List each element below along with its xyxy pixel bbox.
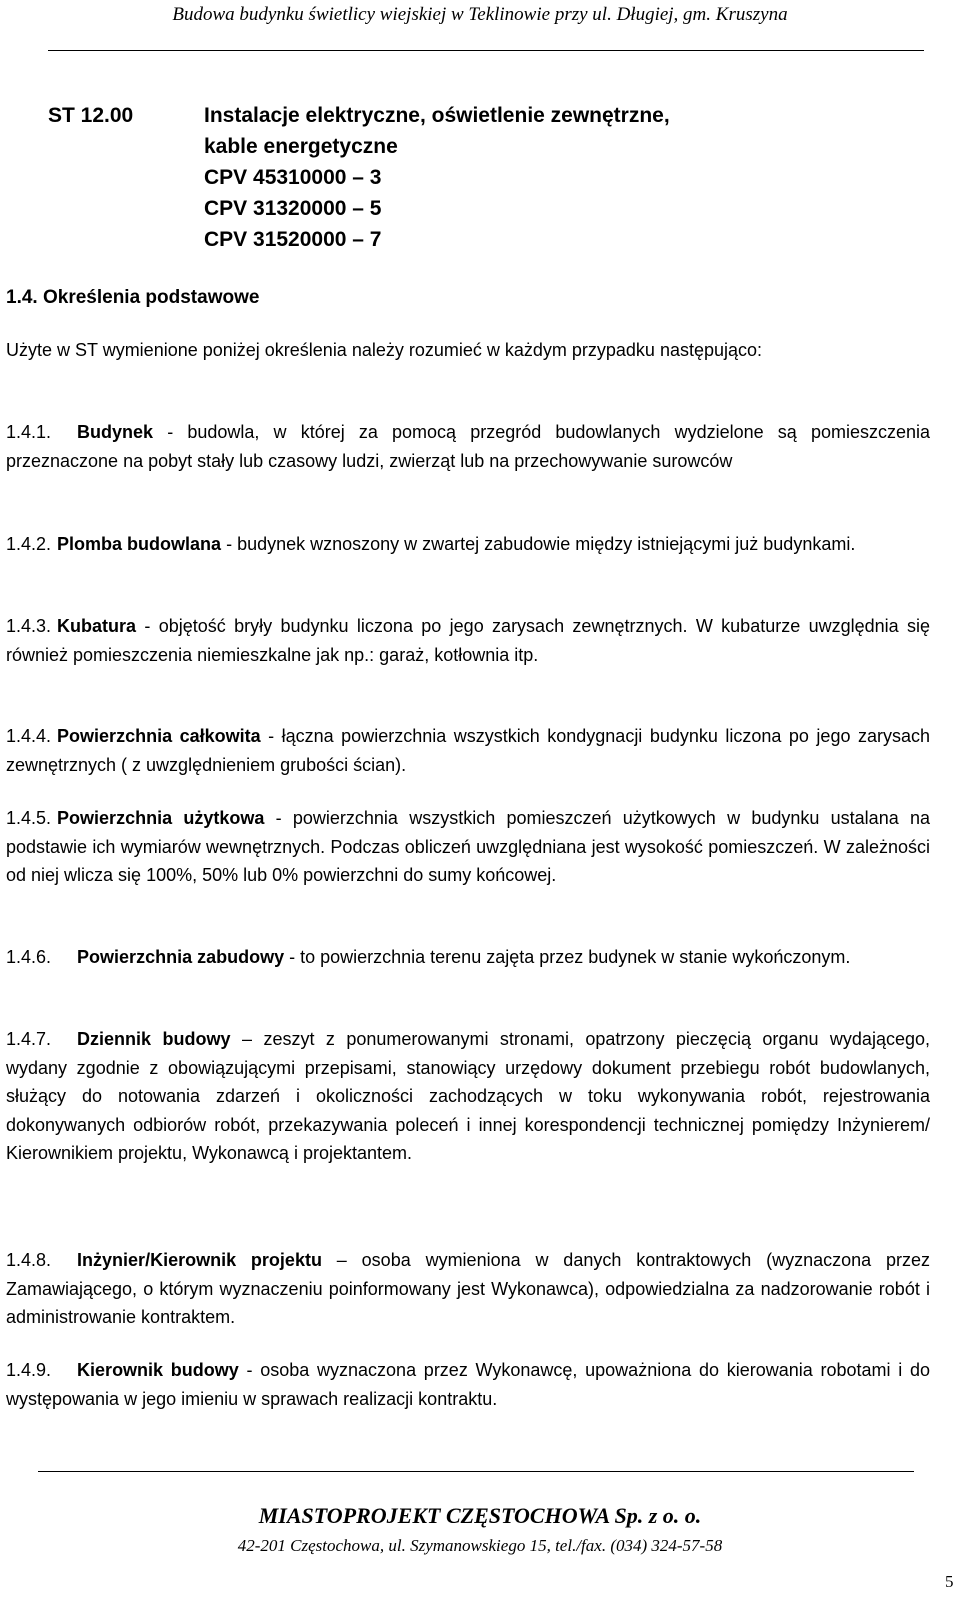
definition-term: Powierzchnia całkowita [57,726,261,746]
definition-item [6,530,930,559]
definition-separator: - [284,947,301,967]
definition-number: 1.4.5. [6,808,52,828]
definition-item [6,1246,930,1332]
spec-cpv-code: CPV 31520000 – 7 [204,228,382,251]
definition-text: powierzchnia wszystkich pomieszczeń użytkowych w budynku ustalana na podstawie ich wymiarów wewnętrznych. Podczas obliczeń uwzględniana jest wysokość pomieszczeń. W zależności od niej wlicza się 100%, 50% lub 0% powierzchni do sumy końcowej. [6,808,930,885]
definition-text: to powierzchnia terenu zajęta przez budynek w stanie wykończonym. [300,947,851,967]
definition-text: zeszyt z ponumerowanymi stronami, opatrzony pieczęcią organu wydającego, wydany zgodnie z obowiązującymi przepisami, stanowiący urzędowy dokument przebiegu robót budowlanych, służący do notowania zdarzeń i okoliczności zachodzących w toku wykonywania robót, rejestrowania dokonywanych odbiorów robót, przekazywania poleceń i innej korespondencji technicznej pomiędzy Inżynierem/ Kierownikiem projektu, Wykonawcą i projektantem. [6,1029,930,1163]
definition-term: Powierzchnia użytkowa [57,808,265,828]
definition-text: łączna powierzchnia wszystkich kondygnacji budynku liczona po jego zarysach zewnętrznych ( z uwzględnieniem grubości ścian). [6,726,930,775]
definition-term: Dziennik budowy [77,1029,231,1049]
definition-text: objętość bryły budynku liczona po jego zarysach zewnętrznych. W kubaturze uwzględnia się również pomieszczenia niemieszkalne jak np.: garaż, kotłownia itp. [6,616,930,665]
definition-term: Kubatura [57,616,137,636]
definition-separator: - [264,808,293,828]
definition-separator: - [153,422,188,442]
definition-number: 1.4.7. [6,1029,52,1049]
definition-number: 1.4.4. [6,726,52,746]
definition-number: 1.4.3. [6,616,52,636]
spec-title-lines [204,100,670,255]
footer-divider [38,1471,914,1472]
definition-number: 1.4.2. [6,534,52,554]
definition-number: 1.4.8. [6,1250,52,1270]
definition-item [6,722,930,779]
definition-number: 1.4.9. [6,1360,52,1380]
definition-term: Powierzchnia zabudowy [77,947,285,967]
spec-title-line: kable energetyczne [204,135,398,158]
footer-address: 42-201 Częstochowa, ul. Szymanowskiego 15, tel./fax. (034) 324-57-58 [237,1536,723,1555]
definition-item [6,804,930,890]
definition-text: budowla, w której za pomocą przegród budowlanych wydzielone są pomieszczenia przeznaczone na pobyt stały lub czasowy ludzi, zwierząt lub na przechowywanie surowców [6,422,930,471]
definition-text: budynek wznoszony w zwartej zabudowie między istniejącymi już budynkami. [237,534,856,554]
definition-separator: - [136,616,159,636]
spec-title-line: Instalacje elektryczne, oświetlenie zewnętrzne, [204,104,670,127]
definition-item [6,1025,930,1168]
section-heading: 1.4. Określenia podstawowe [6,287,260,308]
definition-item [6,1356,930,1413]
definition-separator: - [221,534,238,554]
section-intro: Użyte w ST wymienione poniżej określenia należy rozumieć w każdym przypadku następująco: [6,340,763,360]
spec-code: ST 12.00 [48,104,134,127]
footer-company-name: MIASTOPROJEKT CZĘSTOCHOWA Sp. z o. o. [258,1503,702,1528]
definition-separator: – [321,1250,362,1270]
definition-separator: – [230,1029,264,1049]
definition-separator: - [238,1360,261,1380]
definition-term: Inżynier/Kierownik projektu [77,1250,322,1270]
header-divider [48,50,924,51]
spec-cpv-code: CPV 31320000 – 5 [204,197,382,220]
spec-cpv-code: CPV 45310000 – 3 [204,166,382,189]
definition-number: 1.4.1. [6,422,52,442]
page-header-title: Budowa budynku świetlicy wiejskiej w Teklinowie przy ul. Długiej, gm. Kruszyna [172,4,788,25]
definition-text: osoba wymieniona w danych kontraktowych (wyznaczona przez Zamawiającego, o którym wyznaczeniu poinformowany jest Wykonawca), odpowiedzialna za nadzorowanie robót i administrowanie kontraktem. [6,1250,931,1327]
definition-item [6,943,930,972]
definition-separator: - [260,726,282,746]
definition-text: osoba wyznaczona przez Wykonawcę, upoważniona do kierowania robotami i do występowania w jego imieniu w sprawach realizacji kontraktu. [6,1360,930,1409]
definition-item [6,418,930,475]
definition-number: 1.4.6. [6,947,52,967]
definition-term: Kierownik budowy [77,1360,239,1380]
page-number: 5 [945,1572,954,1591]
definition-term: Plomba budowlana [57,534,222,554]
definition-term: Budynek [77,422,154,442]
definition-item [6,612,930,669]
